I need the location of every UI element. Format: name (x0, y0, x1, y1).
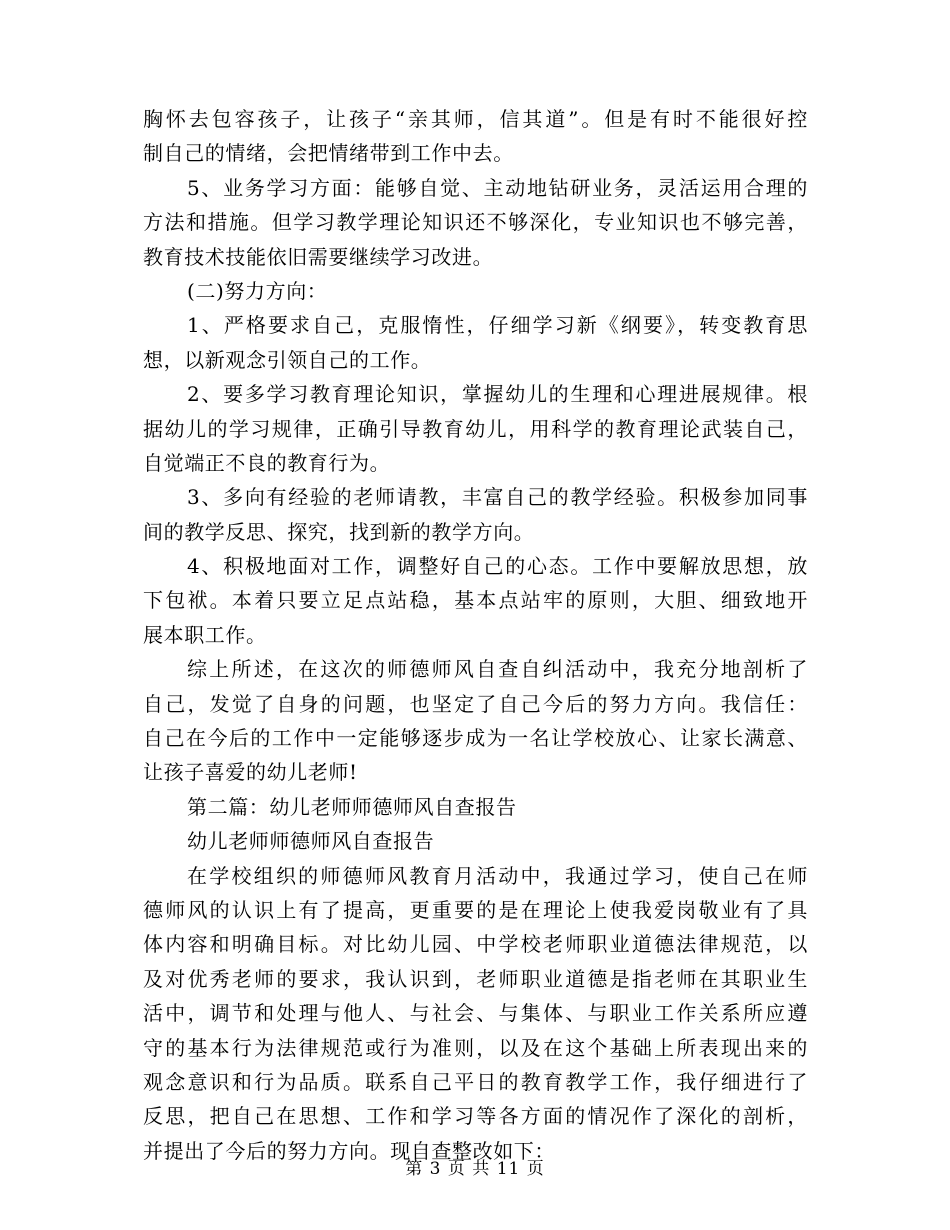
text-line: 活中，调节和处理与他人、与社会、与集体、与职业工作关系所应遵 (143, 1001, 808, 1026)
text-line: 4、积极地面对工作，调整好自己的心态。工作中要解放思想，放 (187, 554, 808, 579)
page-number-footer: 第 3 页 共 11 页 (405, 1159, 545, 1179)
text-line: 并提出了今后的努力方向。现自查整改如下： (143, 1138, 555, 1163)
text-line: 自己，发觉了自身的问题，也坚定了自己今后的努力方向。我信任： (143, 691, 808, 716)
text-line: 德师风的认识上有了提高，更重要的是在理论上使我爱岗敬业有了具 (143, 897, 808, 922)
text-line: 展本职工作。 (143, 622, 267, 647)
text-line: 体内容和明确目标。对比幼儿园、中学校老师职业道德法律规范，以 (143, 932, 808, 957)
text-line: 综上所述，在这次的师德师风自查自纠活动中，我充分地剖析了 (187, 657, 808, 682)
text-line: 在学校组织的师德师风教育月活动中，我通过学习，使自己在师 (187, 863, 808, 888)
text-line: 2、要多学习教育理论知识，掌握幼儿的生理和心理进展规律。根 (187, 382, 808, 407)
text-line: 守的基本行为法律规范或行为准则，以及在这个基础上所表现出来的 (143, 1035, 808, 1060)
text-line: 胸怀去包容孩子，让孩子“亲其师，信其道”。但是有时不能很好控 (143, 107, 808, 131)
text-line: (二)努力方向： (187, 278, 328, 303)
document-body (143, 102, 808, 1168)
text-line: 幼儿老师师德师风自查报告 (187, 829, 435, 854)
text-line: 让孩子喜爱的幼儿老师! (143, 760, 358, 785)
text-line: 下包袱。本着只要立足点站稳，基本点站牢的原则，大胆、细致地开 (143, 588, 808, 613)
text-line: 及对优秀老师的要求，我认识到，老师职业道德是指老师在其职业生 (143, 966, 808, 991)
text-line: 3、多向有经验的老师请教，丰富自己的教学经验。积极参加同事 (187, 485, 808, 510)
text-line: 间的教学反思、探究，找到新的教学方向。 (143, 519, 535, 544)
text-line: 观念意识和行为品质。联系自己平日的教育教学工作，我仔细进行了 (143, 1069, 808, 1094)
text-line: 反思，把自己在思想、工作和学习等各方面的情况作了深化的剖析， (143, 1104, 808, 1129)
text-line: 自己在今后的工作中一定能够逐步成为一名让学校放心、让家长满意、 (143, 726, 808, 751)
text-line: 方法和措施。但学习教学理论知识还不够深化，专业知识也不够完善， (143, 210, 808, 235)
text-line: 第二篇：幼儿老师师德师风自查报告 (187, 794, 517, 819)
text-line: 自觉端正不良的教育行为。 (143, 450, 391, 475)
text-line: 5、业务学习方面：能够自觉、主动地钻研业务，灵活运用合理的 (187, 175, 808, 200)
text-line: 制自己的情绪，会把情绪带到工作中去。 (143, 141, 514, 166)
text-line: 想，以新观念引领自己的工作。 (143, 347, 432, 372)
text-line: 据幼儿的学习规律，正确引导教育幼儿，用科学的教育理论武装自己， (143, 416, 808, 441)
text-line: 1、严格要求自己，克服惰性，仔细学习新《纲要》，转变教育思 (187, 313, 808, 338)
text-line: 教育技术技能依旧需要继续学习改进。 (143, 244, 494, 269)
